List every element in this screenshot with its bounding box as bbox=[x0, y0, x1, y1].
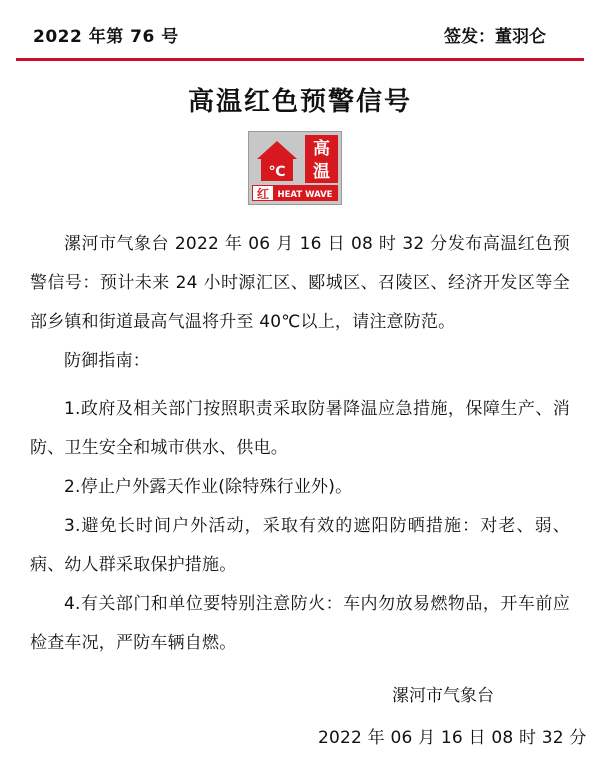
header-divider bbox=[16, 58, 584, 61]
issue-number: 2022 年第 76 号 bbox=[33, 27, 179, 47]
signer: 签发：董羽仑 bbox=[444, 27, 546, 47]
document-title: 高温红色预警信号 bbox=[187, 87, 412, 117]
guide-item: 3.避免长时间户外活动，采取有效的遮阳防晒措施：对老、弱、病、幼人群采取保护措施。 bbox=[30, 516, 570, 575]
temp-symbol: ℃ bbox=[268, 164, 286, 180]
guide-heading: 防御指南： bbox=[64, 351, 150, 371]
guide-item: 4.有关部门和单位要特别注意防火：车内勿放易燃物品，开车前应检查车况，严防车辆自燃。 bbox=[30, 594, 570, 653]
announcement-paragraph: 漯河市气象台 2022 年 06 月 16 日 08 时 32 分发布高温红色预警信号：预计未来 24 小时源汇区、郾城区、召陵区、经济开发区等全部乡镇和街道最高气温将升至 40℃以上，请注意防范。 bbox=[30, 234, 570, 332]
guide-item: 1.政府及相关部门按照职责采取防暑降温应急措施，保障生产、消防、卫生安全和城市供水、供电。 bbox=[30, 399, 570, 458]
guide-item: 2.停止户外露天作业(除特殊行业外)。 bbox=[64, 477, 353, 497]
badge-char-gao: 高 bbox=[313, 139, 330, 159]
signature-organization: 漯河市气象台 bbox=[392, 686, 494, 706]
signature-date: 2022 年 06 月 16 日 08 时 32 分 bbox=[318, 728, 587, 748]
house-thermometer-icon bbox=[257, 141, 297, 181]
document-header bbox=[0, 0, 600, 62]
heat-wave-warning-icon bbox=[248, 131, 342, 205]
badge-level-char: 红 bbox=[256, 187, 270, 201]
badge-char-wen: 温 bbox=[313, 162, 330, 182]
badge-label-en: HEAT WAVE bbox=[277, 190, 333, 200]
